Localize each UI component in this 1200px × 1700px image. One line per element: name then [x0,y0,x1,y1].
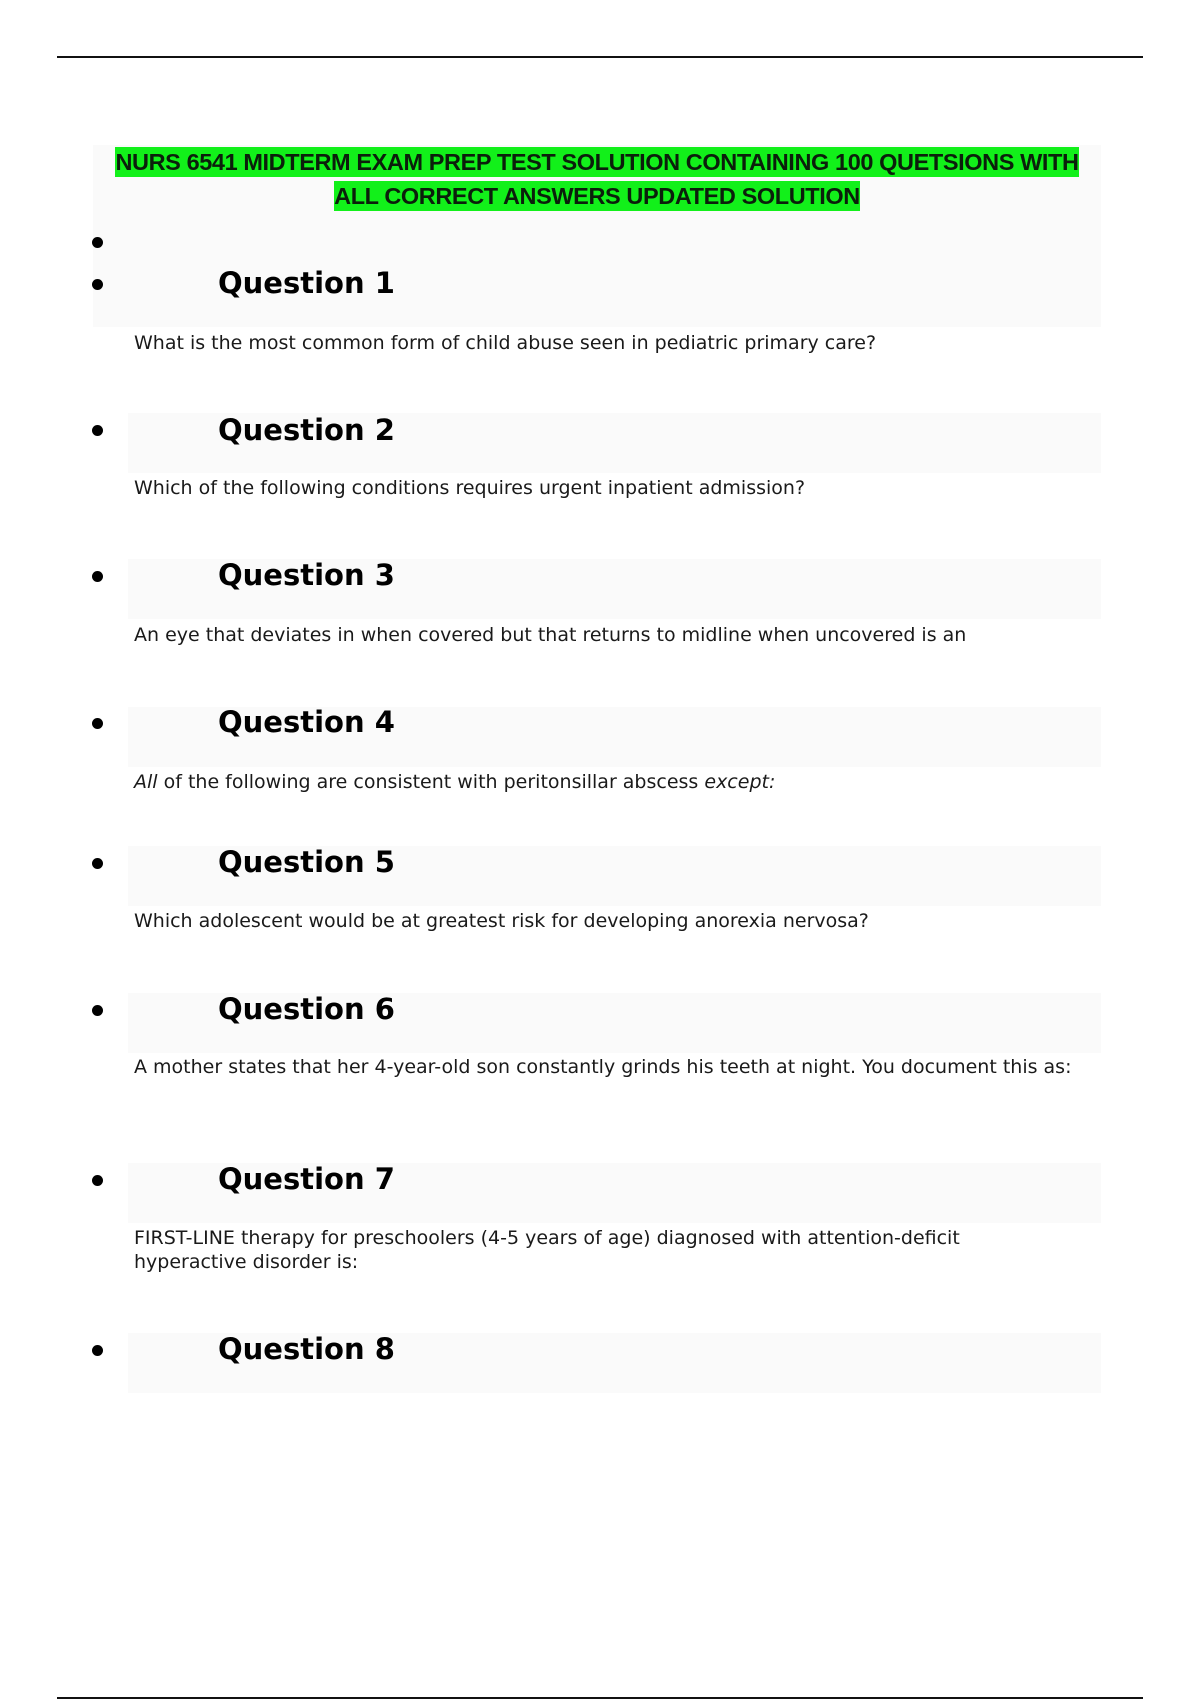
question-heading: Question 7 [218,1162,395,1196]
title-highlight: NURS 6541 MIDTERM EXAM PREP TEST SOLUTION CONTAINING 100 QUETSIONS WITH ALL CORRECT ANSWERS UPDATED SOLUTION [115,149,1079,209]
question-text: Which adolescent would be at greatest risk for developing anorexia nervosa? [134,910,869,932]
question-heading: Question 3 [218,558,395,592]
question-heading: Question 2 [218,413,395,447]
footer-rule [57,1697,1143,1699]
question-text-italic-tail: except: [704,771,776,793]
bullet-icon [92,1175,103,1186]
question-heading: Question 6 [218,992,395,1026]
question-text [134,770,1074,794]
question-text: An eye that deviates in when covered but that returns to midline when uncovered is an [134,624,967,646]
empty-bullet [92,237,103,248]
question-heading: Question 4 [218,705,395,739]
question-text: What is the most common form of child abuse seen in pediatric primary care? [134,332,877,354]
question-text-body: of the following are consistent with peritonsillar abscess [157,771,705,793]
question-text-italic-lead: All [134,771,158,793]
question-text: Which of the following conditions requires urgent inpatient admission? [134,477,806,499]
question-text: A mother states that her 4-year-old son constantly grinds his teeth at night. You document this as: [134,1056,1072,1078]
bullet-icon [92,425,103,436]
header-rule [57,56,1143,58]
question-heading: Question 1 [218,266,395,300]
bullet-icon [92,1005,103,1016]
document-title [93,145,1101,213]
bullet-icon [92,718,103,729]
question-heading: Question 5 [218,845,395,879]
question-heading: Question 8 [218,1332,395,1366]
bullet-icon [92,571,103,582]
bullet-icon [92,1345,103,1356]
bullet-icon [92,279,103,290]
bullet-icon [92,858,103,869]
question-text: FIRST-LINE therapy for preschoolers (4-5 years of age) diagnosed with attention-deficit hyperactive disorder is: [134,1227,960,1273]
